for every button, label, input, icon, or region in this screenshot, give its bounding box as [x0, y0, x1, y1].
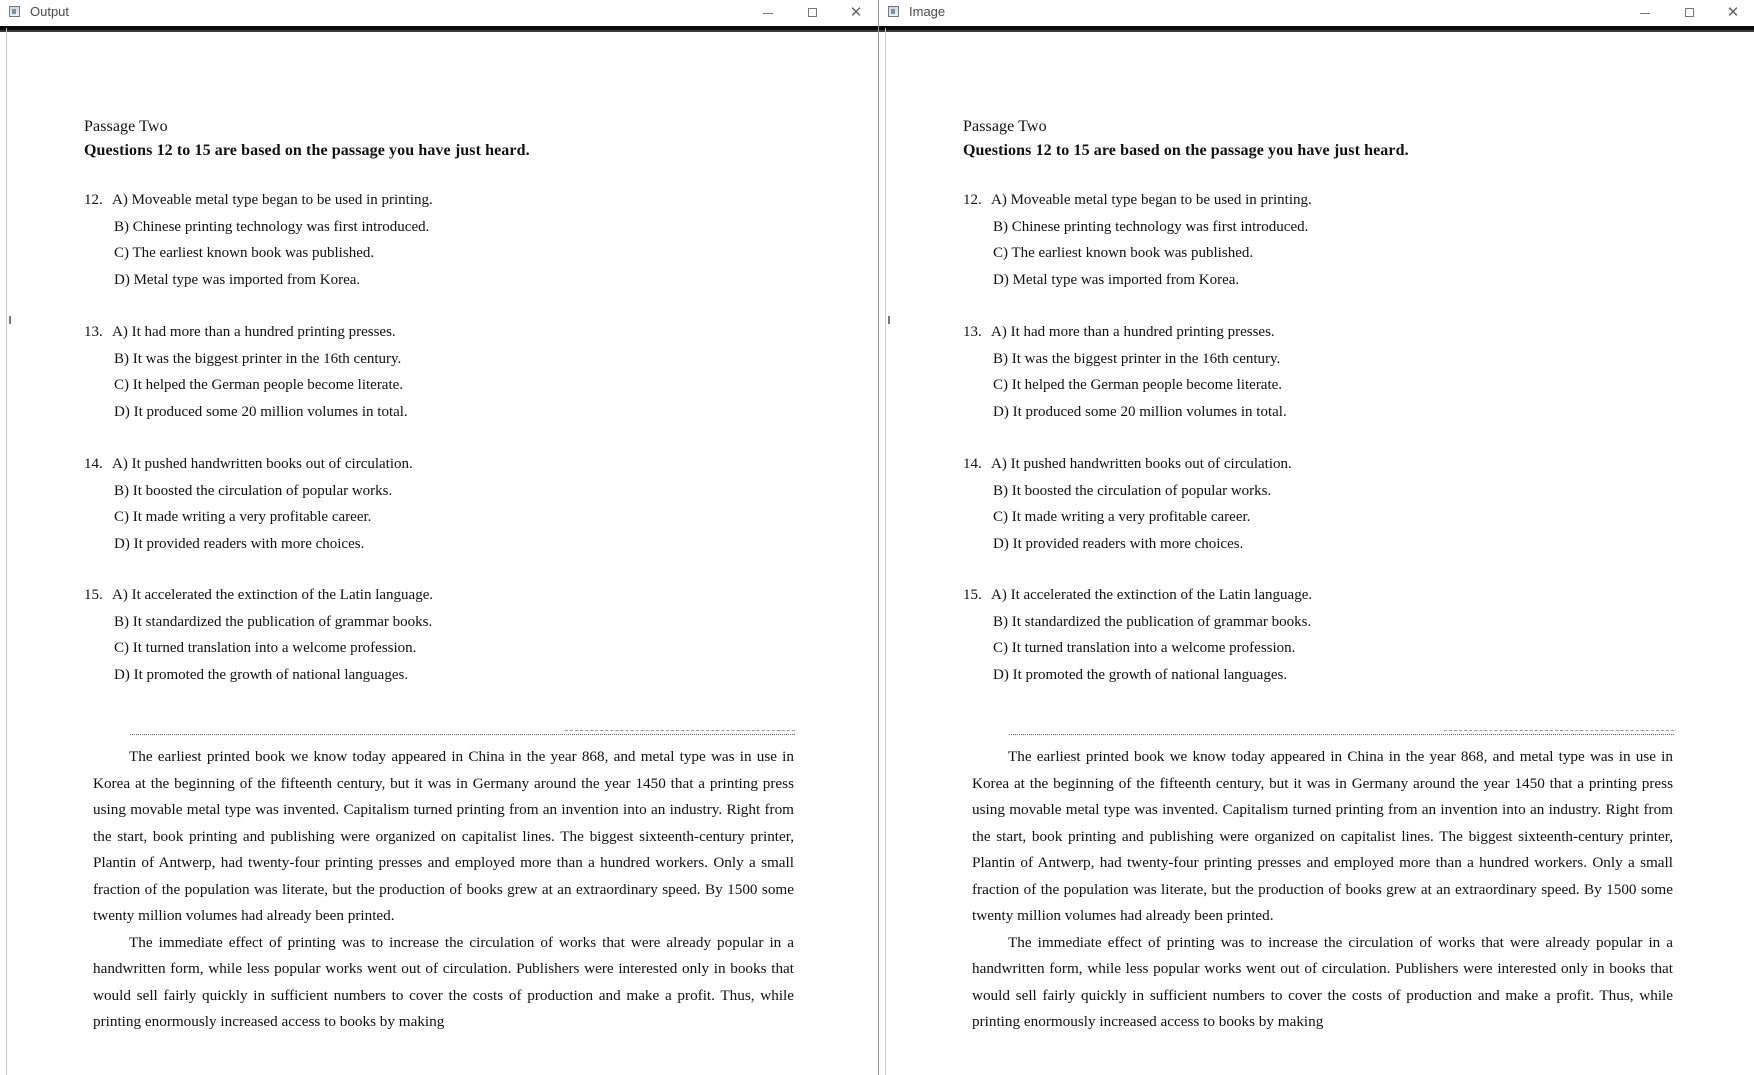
maximize-icon	[1685, 8, 1694, 17]
option-b: B) It standardized the publication of grammar books.	[114, 613, 433, 630]
question-number: 12.	[84, 192, 103, 208]
question-14	[963, 456, 1292, 562]
image-titlebar[interactable]	[879, 0, 1754, 25]
question-12	[963, 192, 1312, 298]
close-button[interactable]	[834, 0, 878, 25]
option-a: A) It had more than a hundred printing presses.	[991, 324, 1275, 340]
close-icon: ✕	[849, 3, 863, 21]
output-window-title: Output	[30, 4, 70, 19]
option-c: C) It made writing a very profitable career.	[993, 509, 1251, 525]
option-b: B) Chinese printing technology was first introduced.	[993, 218, 1309, 235]
option-c: C) The earliest known book was published.	[114, 245, 375, 261]
question-number: 15.	[84, 587, 103, 603]
minimize-icon	[763, 13, 773, 14]
paragraph-2: The immediate effect of printing was to increase the circulation of works that were already popular in a handwritten form, while less popular works went out of circulation. Publishers were interested only in books that would sell fairly quickly in sufficient numbers to cover the costs of production and make a profit. Thus, while printing enormously increased access to books by making	[93, 933, 794, 1030]
minimize-button[interactable]	[1623, 0, 1667, 25]
option-d: D) Metal type was imported from Korea.	[114, 271, 361, 288]
question-13	[963, 324, 1287, 430]
question-number: 13.	[84, 324, 103, 340]
paragraph-1: The earliest printed book we know today appeared in China in the year 868, and metal type was in use in Korea at the beginning of the fifteenth century, but it was in Germany around the year 1450 that a printing press using movable metal type was invented. Capitalism turned printing from an invention into an industry. Right from the start, book printing and publishing were organized on capitalist lines. The biggest sixteenth-century printer, Plantin of Antwerp, had twenty-four printing presses and employed more than a hundred workers. Only a small fraction of the population was literate, but the production of books grew at an extraordinary speed. By 1500 some twenty million volumes had already been printed.	[972, 748, 1673, 924]
paragraph-1: The earliest printed book we know today appeared in China in the year 868, and metal type was in use in Korea at the beginning of the fifteenth century, but it was in Germany around the year 1450 that a printing press using movable metal type was invented. Capitalism turned printing from an invention into an industry. Right from the start, book printing and publishing were organized on capitalist lines. The biggest sixteenth-century printer, Plantin of Antwerp, had twenty-four printing presses and employed more than a hundred workers. Only a small fraction of the population was literate, but the production of books grew at an extraordinary speed. By 1500 some twenty million volumes had already been printed.	[93, 748, 794, 924]
option-a: A) Moveable metal type began to be used in printing.	[991, 192, 1312, 208]
question-15	[84, 587, 433, 693]
output-document	[0, 32, 878, 1075]
option-a: A) It accelerated the extinction of the Latin language.	[991, 587, 1313, 603]
maximize-icon	[808, 8, 817, 17]
maximize-button[interactable]	[1667, 0, 1711, 25]
question-number: 15.	[963, 587, 982, 603]
option-d: D) It produced some 20 million volumes in total.	[993, 403, 1287, 420]
question-number: 14.	[84, 456, 103, 472]
maximize-button[interactable]	[790, 0, 834, 25]
passage-text	[972, 744, 1673, 1036]
option-a: A) It had more than a hundred printing presses.	[112, 324, 396, 340]
option-b: B) It standardized the publication of grammar books.	[993, 613, 1312, 630]
option-d: D) It provided readers with more choices.	[993, 535, 1244, 552]
option-b: B) It boosted the circulation of popular works.	[993, 482, 1272, 499]
question-number: 12.	[963, 192, 982, 208]
window-app-icon	[9, 6, 20, 17]
option-a: A) Moveable metal type began to be used in printing.	[112, 192, 433, 208]
image-window-title: Image	[909, 4, 946, 19]
option-c: C) It turned translation into a welcome profession.	[114, 640, 417, 656]
scan-divider	[1009, 726, 1674, 735]
option-d: D) It promoted the growth of national languages.	[993, 666, 1288, 683]
option-d: D) It promoted the growth of national languages.	[114, 666, 409, 683]
question-12	[84, 192, 433, 298]
option-c: C) It helped the German people become literate.	[114, 377, 404, 393]
question-number: 13.	[963, 324, 982, 340]
question-15	[963, 587, 1312, 693]
minimize-button[interactable]	[746, 0, 790, 25]
option-b: B) It was the biggest printer in the 16th century.	[993, 350, 1281, 367]
minimize-icon	[1640, 13, 1650, 14]
option-a: A) It pushed handwritten books out of circulation.	[112, 456, 413, 472]
passage-text	[93, 744, 794, 1036]
question-number: 14.	[963, 456, 982, 472]
image-document	[879, 32, 1754, 1075]
option-c: C) The earliest known book was published.	[993, 245, 1254, 261]
window-app-icon	[888, 6, 899, 17]
question-13	[84, 324, 408, 430]
image-window	[878, 0, 1754, 1075]
option-b: B) It was the biggest printer in the 16th century.	[114, 350, 402, 367]
close-icon: ✕	[1726, 3, 1740, 21]
question-14	[84, 456, 413, 562]
close-button[interactable]	[1711, 0, 1754, 25]
option-a: A) It pushed handwritten books out of circulation.	[991, 456, 1292, 472]
scan-divider	[130, 726, 795, 735]
option-c: C) It made writing a very profitable career.	[114, 509, 372, 525]
option-c: C) It helped the German people become literate.	[993, 377, 1283, 393]
option-c: C) It turned translation into a welcome profession.	[993, 640, 1296, 656]
question-instruction: Questions 12 to 15 are based on the passage you have just heard.	[963, 142, 1409, 159]
option-d: D) It provided readers with more choices.	[114, 535, 365, 552]
option-b: B) Chinese printing technology was first introduced.	[114, 218, 430, 235]
option-d: D) Metal type was imported from Korea.	[993, 271, 1240, 288]
question-instruction: Questions 12 to 15 are based on the passage you have just heard.	[84, 142, 530, 159]
passage-label: Passage Two	[963, 118, 1047, 135]
option-b: B) It boosted the circulation of popular works.	[114, 482, 393, 499]
paragraph-2: The immediate effect of printing was to increase the circulation of works that were already popular in a handwritten form, while less popular works went out of circulation. Publishers were interested only in books that would sell fairly quickly in sufficient numbers to cover the costs of production and make a profit. Thus, while printing enormously increased access to books by making	[972, 933, 1673, 1030]
passage-label: Passage Two	[84, 118, 168, 135]
option-a: A) It accelerated the extinction of the Latin language.	[112, 587, 434, 603]
output-titlebar[interactable]	[0, 0, 878, 25]
option-d: D) It produced some 20 million volumes in total.	[114, 403, 408, 420]
